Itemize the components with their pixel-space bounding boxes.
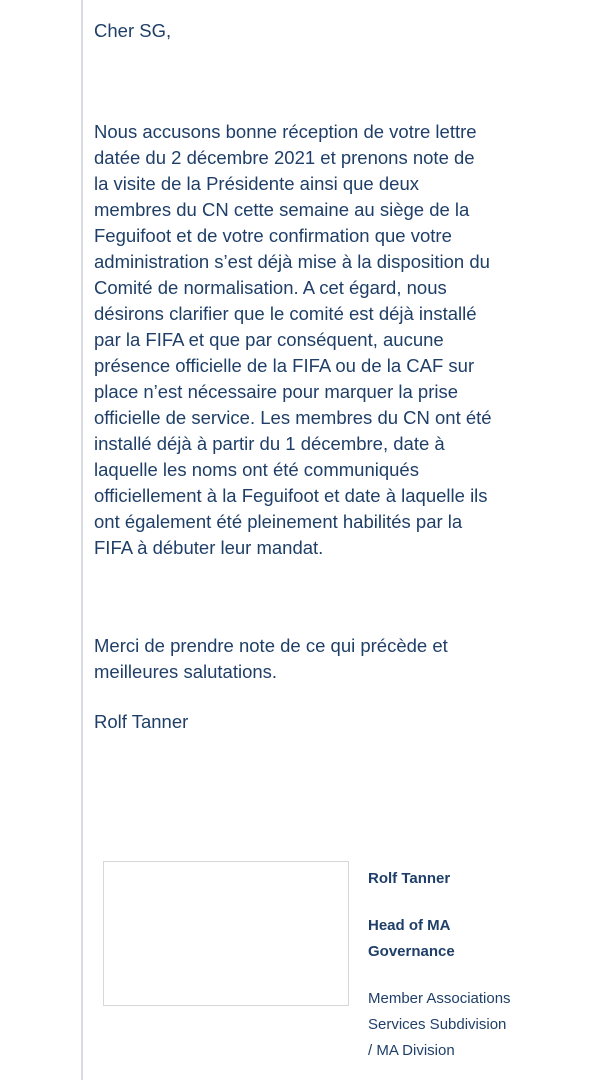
email-message-body [94, 18, 564, 735]
message-left-border [81, 0, 83, 1080]
email-signature [368, 866, 588, 1064]
signature-image-placeholder [103, 861, 349, 1006]
email-greeting: Cher SG, [94, 20, 172, 41]
email-main-paragraph: Nous accusons bonne réception de votre lettre datée du 2 décembre 2021 et prenons note de la visite de la Présidente ainsi que deux membres du CN cette semaine au siège de la Feguifoot et de votre confirmation que votre administration s’est déjà mise à la disposition du Comité de normalisation. A cet égard, nous désirons clarifier que le comité est déjà installé par la FIFA et que par conséquent, aucune présence officielle de la FIFA ou de la CAF sur place n’est nécessaire pour marquer la prise officielle de service. Les membres du CN ont été installé déjà à partir du 1 décembre, date à laquelle les noms ont été communiqués officiellement à la Feguifoot et date à laquelle ils ont également été pleinement habilités par la FIFA à débuter leur mandat. [94, 121, 492, 558]
signature-department: Member Associations Services Subdivision / MA Division [368, 990, 511, 1059]
email-sender-name: Rolf Tanner [94, 711, 189, 732]
signature-title: Head of MA Governance [368, 917, 455, 960]
email-closing: Merci de prendre note de ce qui précède et meilleures salutations. [94, 635, 448, 682]
signature-name: Rolf Tanner [368, 870, 451, 887]
